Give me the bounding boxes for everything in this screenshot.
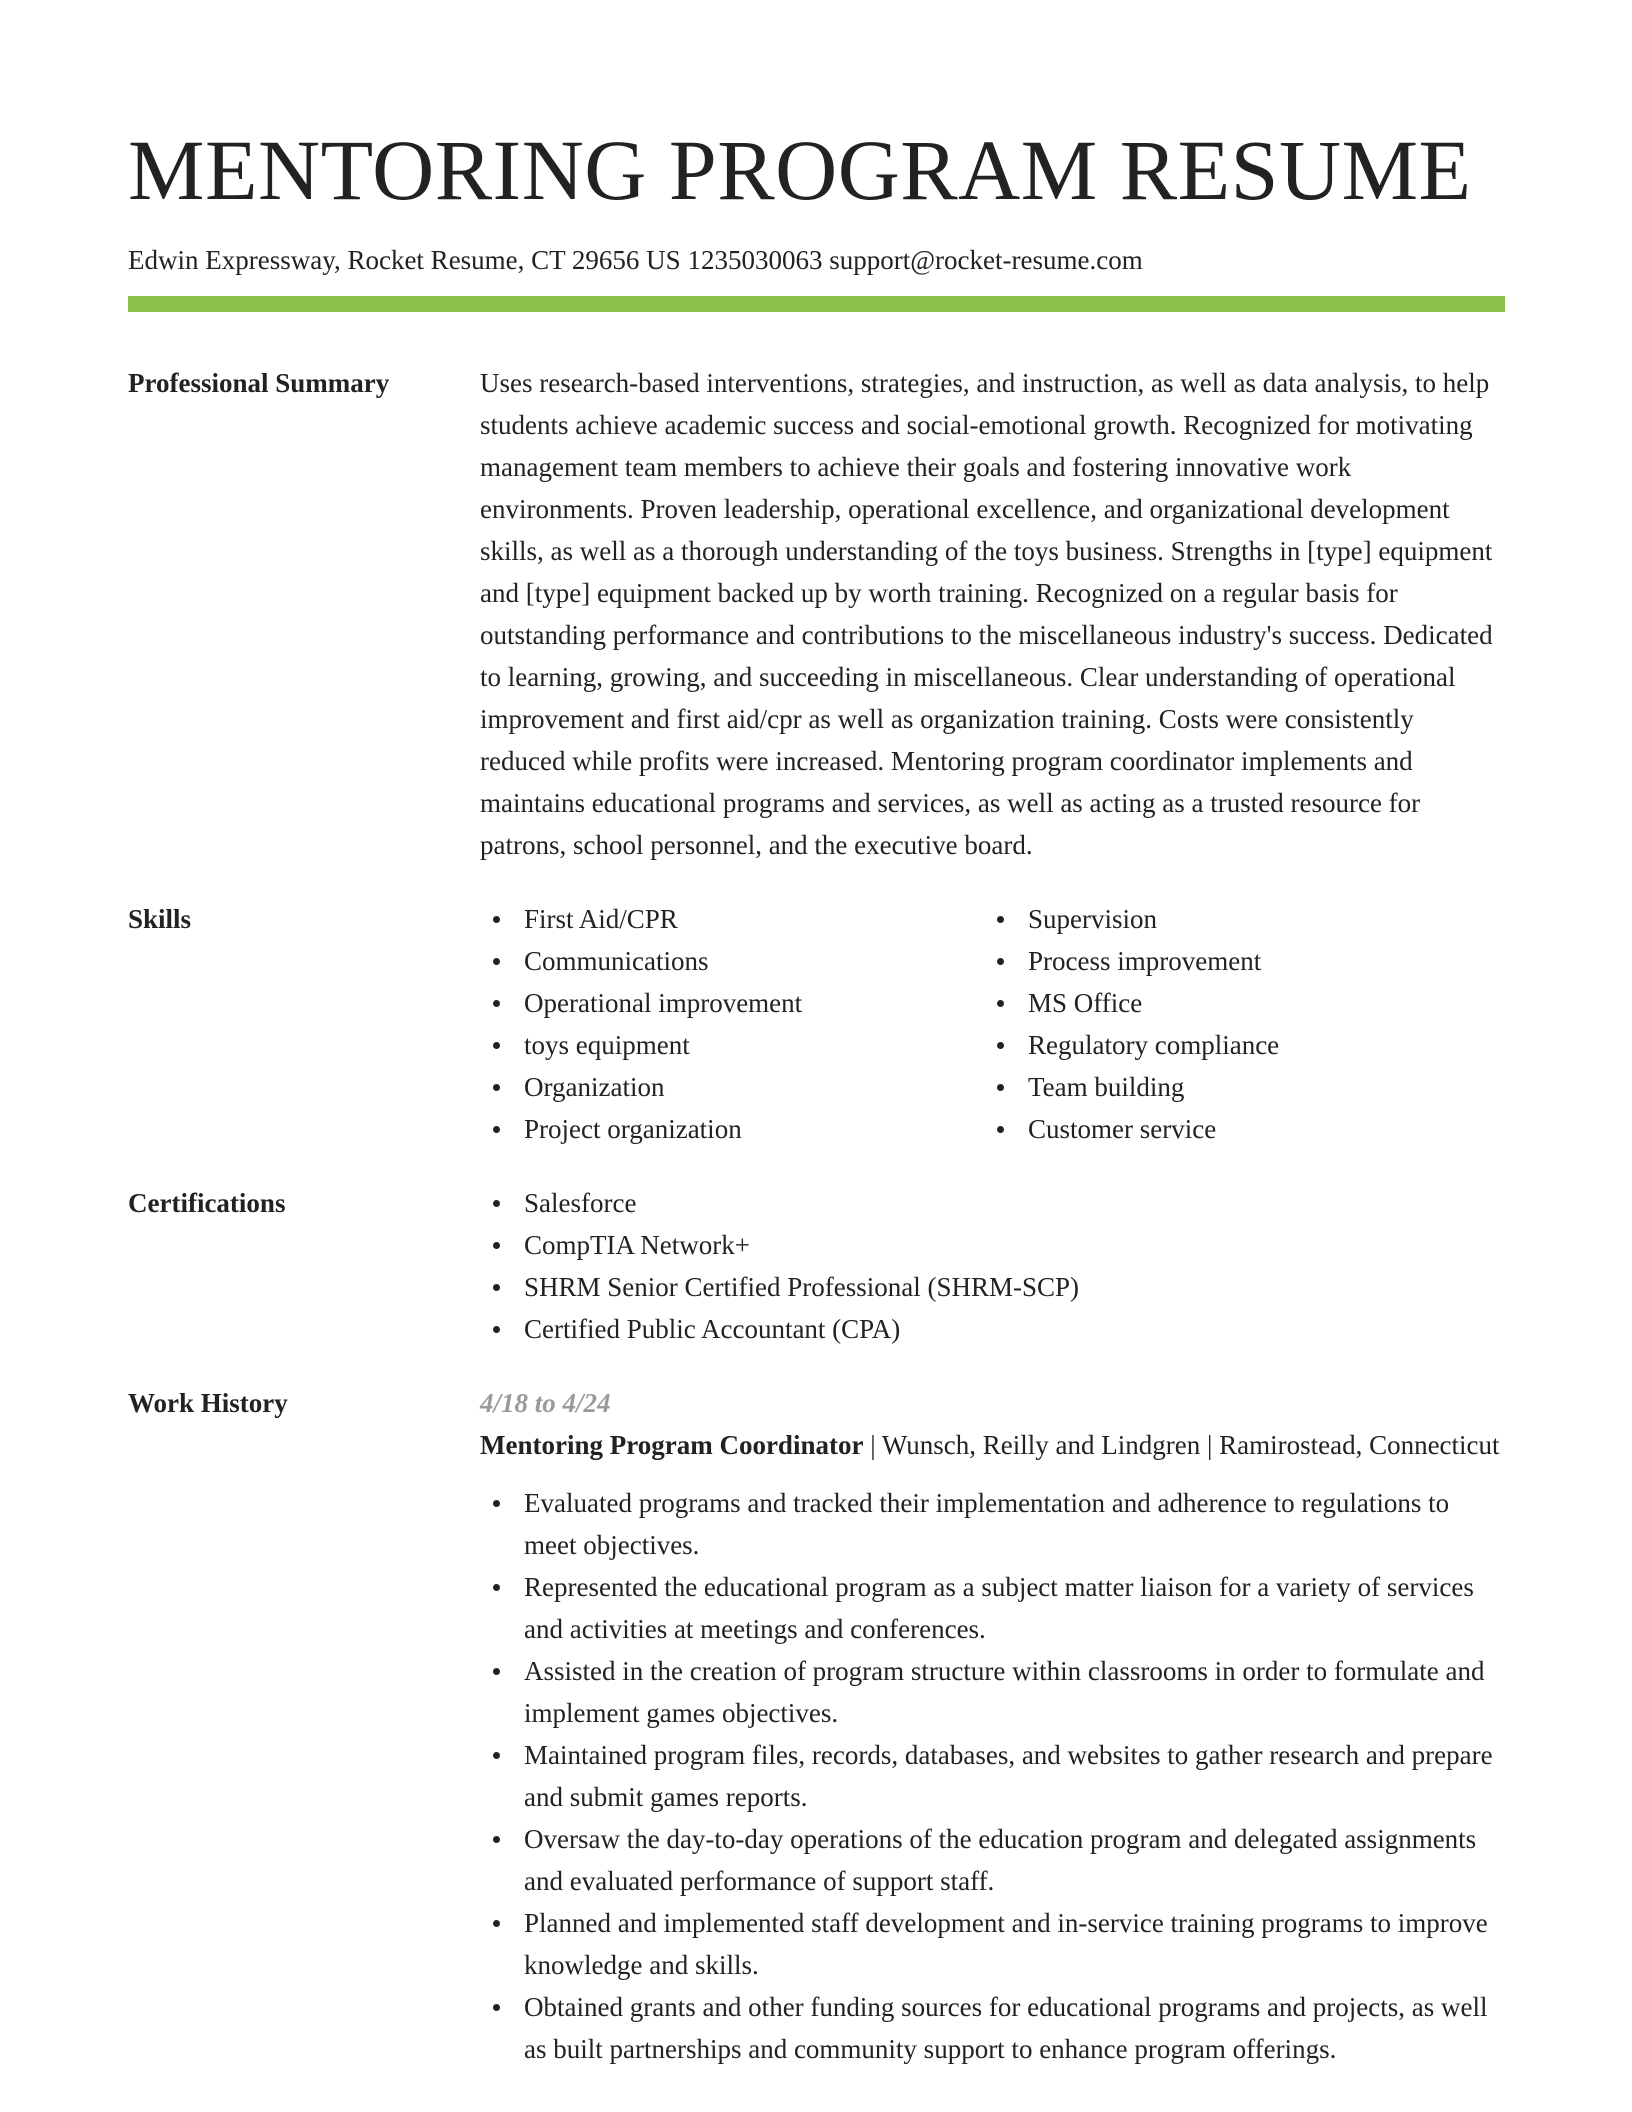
- section-label-summary: Professional Summary: [128, 368, 390, 398]
- certification-item: CompTIA Network+: [480, 1224, 1505, 1266]
- skill-item: Organization: [480, 1066, 984, 1108]
- job-bullet: Represented the educational program as a subject matter liaison for a variety of services and activities at meetings and conferences.: [480, 1566, 1505, 1650]
- job-entry: [480, 1382, 1505, 2070]
- certification-item: Salesforce: [480, 1182, 1505, 1224]
- certification-item: Certified Public Accountant (CPA): [480, 1308, 1505, 1350]
- job-bullet: Assisted in the creation of program structure within classrooms in order to formulate and implement games objectives.: [480, 1650, 1505, 1734]
- skill-item: First Aid/CPR: [480, 898, 984, 940]
- contact-line: Edwin Expressway, Rocket Resume, CT 29656 US 1235030063 support@rocket-resume.com: [128, 245, 1143, 275]
- job-bullets: [480, 1482, 1505, 2070]
- certifications-section: [128, 1182, 1505, 1350]
- skill-item: toys equipment: [480, 1024, 984, 1066]
- work-history-section: [128, 1382, 1505, 2070]
- resume-page: [128, 0, 1505, 2070]
- summary-text: Uses research-based interventions, strategies, and instruction, as well as data analysis, to help students achieve academic success and social-emotional growth. Recognized for motivating management team members to achieve their goals and fostering innovative work environments. Proven leadership, operational excellence, and organizational development skills, as well as a thorough understanding of the toys business. Strengths in [type] equipment and [type] equipment backed up by worth training. Recognized on a regular basis for outstanding performance and contributions to the miscellaneous industry's success. Dedicated to learning, growing, and succeeding in miscellaneous. Clear understanding of operational improvement and first aid/cpr as well as organization training. Costs were consistently reduced while profits were increased. Mentoring program coordinator implements and maintains educational programs and services, as well as acting as a trusted resource for patrons, school personnel, and the executive board.: [480, 368, 1493, 860]
- skill-item: Communications: [480, 940, 984, 982]
- certification-item: SHRM Senior Certified Professional (SHRM-SCP): [480, 1266, 1505, 1308]
- job-dates: 4/18 to 4/24: [480, 1388, 611, 1418]
- skill-item: Team building: [984, 1066, 1488, 1108]
- job-bullet: Planned and implemented staff development and in-service training programs to improve knowledge and skills.: [480, 1902, 1505, 1986]
- section-label-skills: Skills: [128, 904, 192, 934]
- resume-title: MENTORING PROGRAM RESUME: [128, 122, 1472, 218]
- job-bullet: Oversaw the day-to-day operations of the education program and delegated assignments and evaluated performance of support staff.: [480, 1818, 1505, 1902]
- skill-item: Project organization: [480, 1108, 984, 1150]
- skill-item: Customer service: [984, 1108, 1488, 1150]
- job-heading: [480, 1424, 1505, 1466]
- job-title: Mentoring Program Coordinator: [480, 1430, 864, 1460]
- job-employer-location: | Wunsch, Reilly and Lindgren | Ramirostead, Connecticut: [863, 1430, 1500, 1460]
- section-label-work-history: Work History: [128, 1388, 288, 1418]
- accent-divider: [128, 296, 1505, 312]
- job-bullet: Maintained program files, records, databases, and websites to gather research and prepare and submit games reports.: [480, 1734, 1505, 1818]
- job-bullet: Evaluated programs and tracked their implementation and adherence to regulations to meet objectives.: [480, 1482, 1505, 1566]
- professional-summary-section: [128, 362, 1505, 866]
- section-label-certifications: Certifications: [128, 1188, 286, 1218]
- skills-column-right: [984, 898, 1488, 1150]
- skill-item: Operational improvement: [480, 982, 984, 1024]
- skill-item: MS Office: [984, 982, 1488, 1024]
- job-bullet: Obtained grants and other funding sources for educational programs and projects, as well as built partnerships and community support to enhance program offerings.: [480, 1986, 1505, 2070]
- skill-item: Regulatory compliance: [984, 1024, 1488, 1066]
- skill-item: Process improvement: [984, 940, 1488, 982]
- skills-section: [128, 898, 1505, 1150]
- skills-column-left: [480, 898, 984, 1150]
- skill-item: Supervision: [984, 898, 1488, 940]
